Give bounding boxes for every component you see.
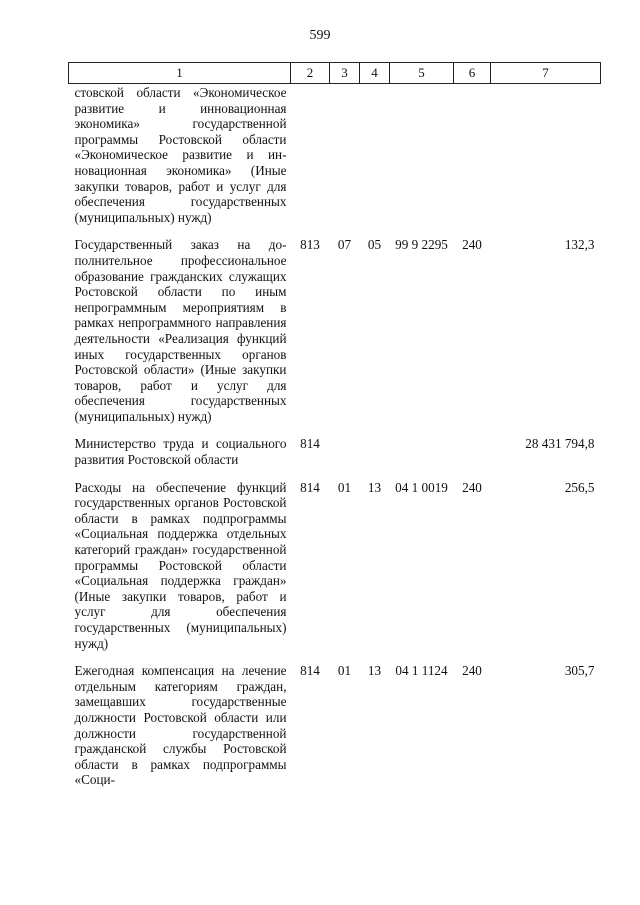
- page-number: 599: [309, 28, 331, 43]
- row-description: Министерство труда и социального развития Ростовской области: [74, 436, 287, 468]
- row-subsection: 05: [367, 237, 382, 253]
- budget-table: [68, 62, 601, 800]
- row-target-article: 04 1 1124: [395, 663, 448, 679]
- row-ministry-code: 814: [300, 436, 320, 452]
- row-amount: 28 431 794,8: [525, 436, 595, 452]
- row-ministry-code: 813: [300, 237, 320, 253]
- row-target-article: [390, 436, 454, 479]
- row-section: 01: [337, 663, 352, 679]
- table-row: [69, 84, 601, 238]
- row-amount: 256,5: [564, 479, 595, 495]
- table-row: [69, 436, 601, 479]
- row-section: 01: [337, 479, 352, 495]
- row-ministry-code: [291, 84, 330, 238]
- table-row: [69, 237, 601, 436]
- row-section: [330, 84, 360, 238]
- header-col-1: 1: [69, 63, 291, 84]
- header-col-4: 4: [360, 63, 390, 84]
- header-col-5: 5: [390, 63, 454, 84]
- row-subsection: [360, 84, 390, 238]
- row-description: Расходы на обеспечение функций государственных органов Ростовской области в рамках подпрограммы «Социальная поддержка отдельных категорий граждан» государственной программы Ростовской области «Социальная поддержка граждан» (Иные закупки товаров, работ и услуг для обеспечения государственных (муниципальных) нужд): [74, 479, 287, 651]
- header-col-6: 6: [454, 63, 491, 84]
- header-col-7: 7: [491, 63, 601, 84]
- header-col-2: 2: [291, 63, 330, 84]
- table-row: [69, 663, 601, 800]
- row-target-article: [390, 84, 454, 238]
- row-section: [330, 436, 360, 479]
- row-amount: 305,7: [564, 663, 595, 679]
- row-subsection: [360, 436, 390, 479]
- table-header-row: [69, 63, 601, 84]
- row-expense-type: 240: [462, 663, 482, 679]
- row-description: стовской области «Экономическое развитие и инновационная экономика» государственной программы Ростовской области «Экономическое развитие и инновационная экономика» (Иные закупки товаров, работ и услуг для обеспечения государственных (муниципальных) нужд): [74, 85, 287, 225]
- row-expense-type: 240: [462, 479, 482, 495]
- table-row: [69, 480, 601, 664]
- row-amount: 132,3: [564, 237, 595, 253]
- row-ministry-code: 814: [300, 663, 320, 679]
- row-description: Ежегодная компенсация на лечение отдельным категориям граждан, замещавших государственные должности Ростовской области или должности государственной гражданской службы Ростовской области в рамках подпрограммы «Соци-: [74, 663, 287, 788]
- row-expense-type: 240: [462, 237, 482, 253]
- row-amount: [491, 84, 601, 238]
- row-target-article: 04 1 0019: [395, 479, 448, 495]
- row-description: Государственный заказ на дополнительное профессиональное образование гражданских служащих Ростовской области по иным непрограммным мероприятиям в рамках непрограммного направления деятельности «Реализация функций иных государственных органов Ростовской области» (Иные закупки товаров, работ и услуг для обеспечения государственных (муниципальных) нужд): [74, 237, 287, 424]
- row-subsection: 13: [367, 663, 382, 679]
- header-col-3: 3: [330, 63, 360, 84]
- row-target-article: 99 9 2295: [395, 237, 448, 253]
- row-subsection: 13: [367, 479, 382, 495]
- row-section: 07: [337, 237, 352, 253]
- row-ministry-code: 814: [300, 479, 320, 495]
- row-expense-type: [454, 436, 491, 479]
- row-expense-type: [454, 84, 491, 238]
